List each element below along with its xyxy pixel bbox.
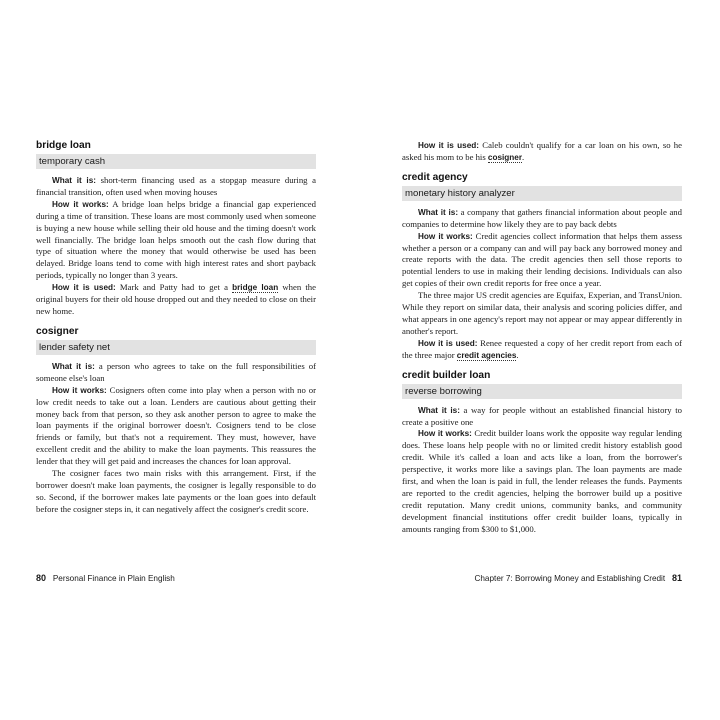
how-it-works-text: Cosigners often come into play when a person with no or low credit needs to take out a loan. Lenders are cautious about getting their money back from that person, so they ask another person to agree to make the loan payments if the original borrower doesn't. Cosigners tend to be close friends or family, but that's not a requirement. They must, however, have excellent credit and the ability to make the loan payments. This reassures the lender that they will get paid and increases the chances for loan approval. <box>36 384 316 467</box>
how-it-is-used-label: How it is used: <box>418 338 478 348</box>
how-it-is-used-paragraph <box>402 338 682 362</box>
term-heading: credit builder loan <box>402 369 491 381</box>
page-number: 81 <box>671 573 682 583</box>
what-it-is-text: a person who agrees to take on the full responsibilities of someone else's loan <box>36 360 316 383</box>
chapter-title: Chapter 7: Borrowing Money and Establishing Credit <box>474 574 666 583</box>
term-subheading: temporary cash <box>36 154 316 169</box>
what-it-is-paragraph <box>36 175 316 199</box>
what-it-is-text: a company that gathers financial information about people and companies to determine how likely they are to pay back debts <box>402 206 682 229</box>
entry-cosigner <box>36 326 316 516</box>
term-heading: bridge loan <box>36 140 91 151</box>
how-it-is-used-text-end: . <box>522 151 525 162</box>
how-it-works-label: How it works: <box>418 231 473 241</box>
what-it-is-paragraph <box>36 361 316 385</box>
entry-cosigner-continued <box>402 140 682 164</box>
how-it-works-text: Credit builder loans work the opposite way regular lending does. These loans help people with no or limited credit history establish good credit. While it's called a loan and acts like a loan, from the borrower's perspective, it works more like a savings plan. The loan payments are made first, and when the loan is paid in full, the lender releases the funds. Payments are reported to the credit agencies, helping the borrower build up a positive credit reputation. Many credit unions, community banks, and community development financial institutions offer credit builder loans, typically in amounts ranging from $300 to $1,000. <box>402 428 682 534</box>
body-paragraph: The cosigner faces two main risks with this arrangement. First, if the borrower doesn't make loan payments, the cosigner is legally responsible to do so. Second, if the borrower makes late payments or the loan goes into default before the cosigner steps in, it can negatively affect the cosigner's credit score. <box>36 468 316 514</box>
body-paragraph: The three major US credit agencies are Equifax, Experian, and TransUnion. While they report on similar data, their analysis and scoring policies differ, and what appears in one agency's report may not appear or may appear differently in another's report. <box>402 290 682 336</box>
how-it-is-used-text-end: when the original buyers for their old house dropped out and they needed to close on their new home. <box>36 282 316 316</box>
term-subheading: lender safety net <box>36 340 316 355</box>
what-it-is-label: What it is: <box>418 207 459 217</box>
how-it-is-used-text: Caleb couldn't qualify for a car loan on his own, so he asked his mom to be his <box>402 140 682 162</box>
what-it-is-paragraph <box>402 405 682 429</box>
what-it-is-paragraph <box>402 207 682 231</box>
what-it-is-label: What it is: <box>52 361 95 371</box>
how-it-is-used-text: Renee requested a copy of her credit report from each of the three major <box>402 337 683 360</box>
how-it-works-label: How it works: <box>418 429 472 439</box>
how-it-is-used-text-end: . <box>516 349 519 360</box>
term-heading: credit agency <box>402 171 468 183</box>
how-it-works-label: How it works: <box>52 199 109 209</box>
how-it-is-used-text: Mark and Patty had to get a <box>115 282 233 293</box>
right-page <box>402 140 682 544</box>
term-subheading: monetary history analyzer <box>402 186 682 201</box>
what-it-is-text: a way for people without an established financial history to create a positive one <box>402 404 682 427</box>
entry-bridge-loan <box>36 140 316 318</box>
how-it-works-text: Credit agencies collect information that helps them assess whether a person or a company can and will pay back any borrowed money and create reports with the data. The credit agencies then sell those reports to potential lenders to use in making their lending decisions. Individuals can also get copies of their own credit reports for free once a year. <box>402 230 682 289</box>
what-it-is-label: What it is: <box>52 176 96 185</box>
how-it-works-label: How it works: <box>52 385 107 395</box>
what-it-is-text: short-term financing used as a stopgap measure during a financial transition, often used when moving houses <box>36 175 316 197</box>
what-it-is-label: What it is: <box>418 405 460 415</box>
how-it-works-text: A bridge loan helps bridge a financial gap experienced during a time of transition. These loans are most commonly used when someone is buying a new house while selling their old house and the timing doesn't work well financially. The bridge loan helps smooth out the cash flow during that type of situation where the money that would otherwise be used has been delayed. Bridge loans tend to come with high interest rates and short payback periods, typically no longer than 3 years. <box>36 198 316 281</box>
keyword-highlight: cosigner <box>487 152 523 162</box>
how-it-is-used-paragraph <box>402 140 682 164</box>
how-it-works-paragraph <box>402 231 682 291</box>
book-title: Personal Finance in Plain English <box>52 574 175 583</box>
page-number: 80 <box>36 573 47 583</box>
term-heading: cosigner <box>36 325 79 337</box>
keyword-highlight: bridge loan <box>232 283 279 293</box>
term-subheading: reverse borrowing <box>402 384 682 399</box>
entry-credit-agency <box>402 172 682 362</box>
how-it-is-used-paragraph <box>36 282 316 318</box>
keyword-highlight: credit agencies <box>456 350 517 360</box>
left-page-footer <box>36 573 175 583</box>
how-it-works-paragraph <box>36 385 316 468</box>
how-it-works-paragraph <box>402 428 682 535</box>
left-page <box>36 140 316 524</box>
how-it-works-paragraph <box>36 199 316 282</box>
entry-credit-builder-loan <box>402 370 682 536</box>
how-it-is-used-label: How it is used: <box>52 283 116 293</box>
right-page-footer <box>474 573 682 583</box>
how-it-is-used-label: How it is used: <box>418 141 480 150</box>
